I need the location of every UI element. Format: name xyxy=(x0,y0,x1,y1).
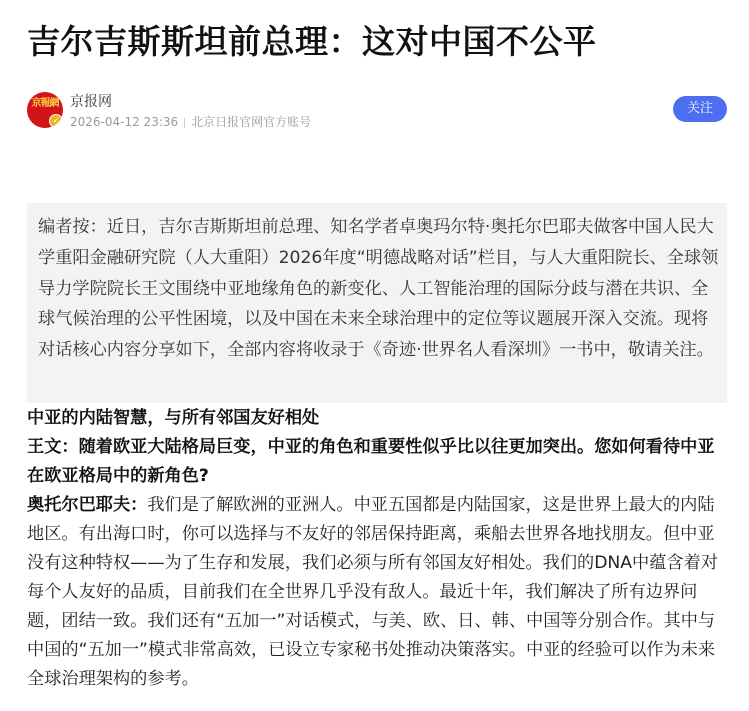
verified-badge-icon: ✓ xyxy=(49,114,63,128)
avatar-logo: 京報網 xyxy=(31,98,59,109)
author-name[interactable]: 京报网 xyxy=(70,94,112,110)
answer-text: 我们是了解欧洲的亚洲人。中亚五国都是内陆国家，这是世界上最大的内陆地区。有出海口时，你可以选择与不友好的邻居保持距离，乘船去世界各地找朋友。但中亚没有这种特权——为了生存和发展，我们必须与所有邻国友好相处。我们的DNA中蕴含着对每个人友好的品质，目前我们在全世界几乎没有敌人。最近十年，我们解决了所有边界问题，团结一致。我们还有“五加一”对话模式，与美、欧、日、韩、中国等分别合作。其中与中国的“五加一”模式非常高效，已设立专家秘书处推动决策落实。中亚的经验可以作为未来全球治理架构的参考。 xyxy=(27,495,718,689)
section-heading: 中亚的内陆智慧，与所有邻国友好相处 xyxy=(27,408,320,428)
editor-note: 编者按：近日，吉尔吉斯斯坦前总理、知名学者卓奥玛尔特·奥托尔巴耶夫做客中国人民大学重阳金融研究院（人大重阳）2026年度“明德战略对话”栏目，与人大重阳院长、全球领导力学院院长王文围绕中亚地缘角色的新变化、人工智能治理的国际分歧与潜在共识、全球气候治理的公平性困境，以及中国在未来全球治理中的定位等议题展开深入交流。现将对话核心内容分享如下，全部内容将收录于《奇迹·世界名人看深圳》一书中，敬请关注。 xyxy=(27,203,727,403)
article-meta xyxy=(70,113,311,131)
author-row xyxy=(27,90,727,134)
meta-divider xyxy=(184,118,185,128)
author-avatar[interactable] xyxy=(27,92,63,128)
account-description: 北京日报官网官方账号 xyxy=(191,115,312,129)
article-body xyxy=(27,404,730,694)
answer-speaker: 奥托尔巴耶夫： xyxy=(27,495,148,515)
follow-button[interactable]: 关注 xyxy=(673,96,727,122)
interview-question: 王文：随着欧亚大陆格局巨变，中亚的角色和重要性似乎比以往更加突出。您如何看待中亚在欧亚格局中的新角色? xyxy=(27,437,715,486)
publish-datetime: 2026-04-12 23:36 xyxy=(70,115,179,129)
article-title: 吉尔吉斯斯坦前总理：这对中国不公平 xyxy=(27,22,597,61)
interview-answer xyxy=(27,491,730,694)
